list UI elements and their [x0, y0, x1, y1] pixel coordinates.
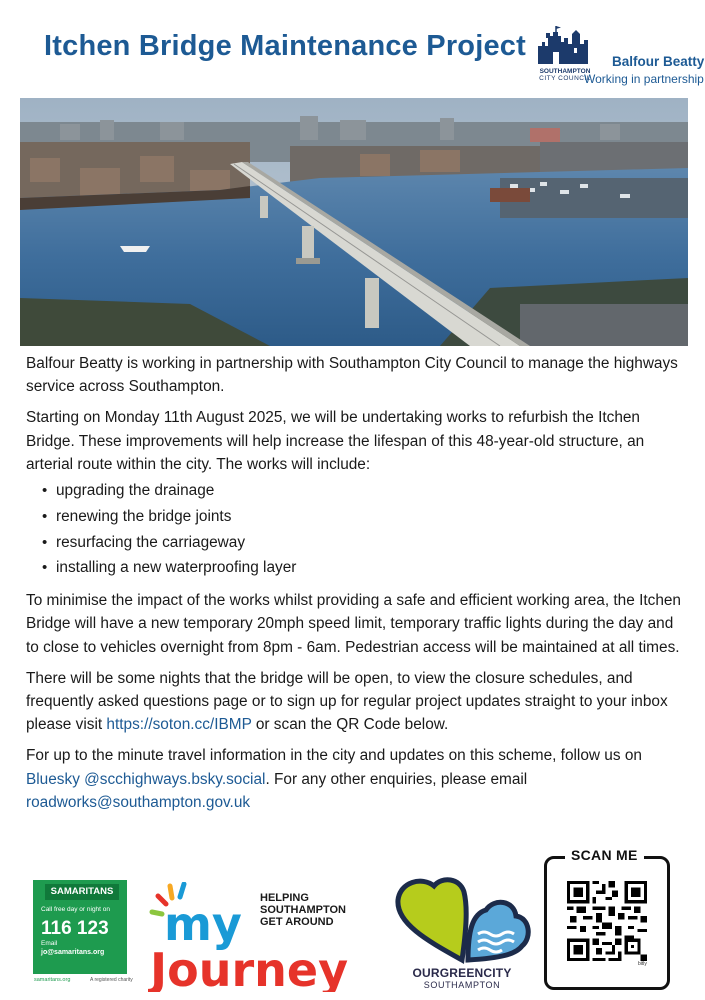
list-item: • upgrading the drainage — [26, 478, 686, 504]
svg-text:Journey: Journey — [150, 943, 349, 992]
closure-text-end: or scan the QR Code below. — [251, 716, 449, 734]
samaritans-site: samaritans.org — [34, 977, 71, 983]
our-green-city-logo — [390, 872, 534, 994]
bridge-aerial-photo — [20, 98, 688, 346]
samaritans-email-label: Email — [41, 940, 58, 947]
heart-cloud-icon — [390, 872, 534, 968]
project-link[interactable]: https://soton.cc/IBMP — [106, 716, 252, 734]
council-name: SOUTHAMPTON CITY COUNCIL — [539, 68, 591, 83]
castle-emblem-icon — [534, 24, 592, 68]
samaritans-charity: A registered charity — [90, 977, 133, 983]
page-title: Itchen Bridge Maintenance Project — [44, 30, 526, 62]
scan-me-frame — [544, 847, 670, 990]
footer-logos — [0, 847, 705, 1000]
green-city-title: OURGREENCITY — [412, 966, 512, 980]
my-journey-logo — [148, 882, 386, 992]
bluesky-link[interactable]: Bluesky @scchighways.bsky.social — [26, 770, 266, 788]
intro-paragraph: Balfour Beatty is working in partnership with Southampton City Council to manage the highways service across Southampton. — [26, 355, 678, 396]
partnership-logos — [534, 24, 705, 86]
list-item: • installing a new waterproofing layer — [26, 555, 686, 581]
impact-paragraph: To minimise the impact of the works whilst providing a safe and efficient working area, the Itchen Bridge will have a new temporary 20mph speed limit, temporary traffic lights during the day and to close to vehicles overnight from 8pm - 6am. Pedestrian access will be maintained at all times. — [26, 592, 681, 656]
samaritans-name: SAMARITANS — [45, 884, 119, 900]
qr-caption: bitly — [638, 961, 647, 967]
travel-text-mid: . For any other enquiries, please email — [265, 770, 528, 788]
travel-text: For up to the minute travel information in the city and updates on this scheme, follow us on — [26, 747, 642, 765]
samaritans-phone: 116 123 — [41, 918, 109, 939]
samaritans-panel — [33, 880, 127, 974]
partner-name: Balfour Beatty — [612, 54, 705, 69]
partner-tagline: Working in partnership — [584, 72, 704, 86]
my-journey-tagline: HELPING SOUTHAMPTON GET AROUND — [260, 892, 346, 928]
samaritans-email: jo@samaritans.org — [41, 949, 105, 956]
list-item: • renewing the bridge joints — [26, 504, 686, 530]
samaritans-card — [30, 880, 134, 986]
works-intro-paragraph: Starting on Monday 11th August 2025, we will be undertaking works to refurbish the Itchen Bridge. These improvements will help increase the lifespan of this 48-year-old structure, an arterial route within the city. The works will include: — [26, 409, 645, 473]
qr-code-icon[interactable] — [567, 881, 647, 961]
svg-text:my: my — [164, 897, 242, 951]
closure-text: There will be some nights that the bridge will be open, to view the closure schedules, and frequently asked questions page or to sign up for regular project updates straight to your inbox please visit — [26, 669, 668, 734]
article-body — [26, 352, 686, 822]
works-list — [26, 478, 686, 581]
travel-paragraph — [26, 744, 686, 814]
samaritans-call-text: Call free day or night on — [41, 906, 111, 913]
closure-paragraph — [26, 667, 686, 737]
green-city-subtitle: SOUTHAMPTON — [423, 980, 501, 990]
scan-me-label: SCAN ME — [565, 847, 644, 863]
list-item: • resurfacing the carriageway — [26, 530, 686, 556]
email-link[interactable]: roadworks@southampton.gov.uk — [26, 793, 251, 811]
